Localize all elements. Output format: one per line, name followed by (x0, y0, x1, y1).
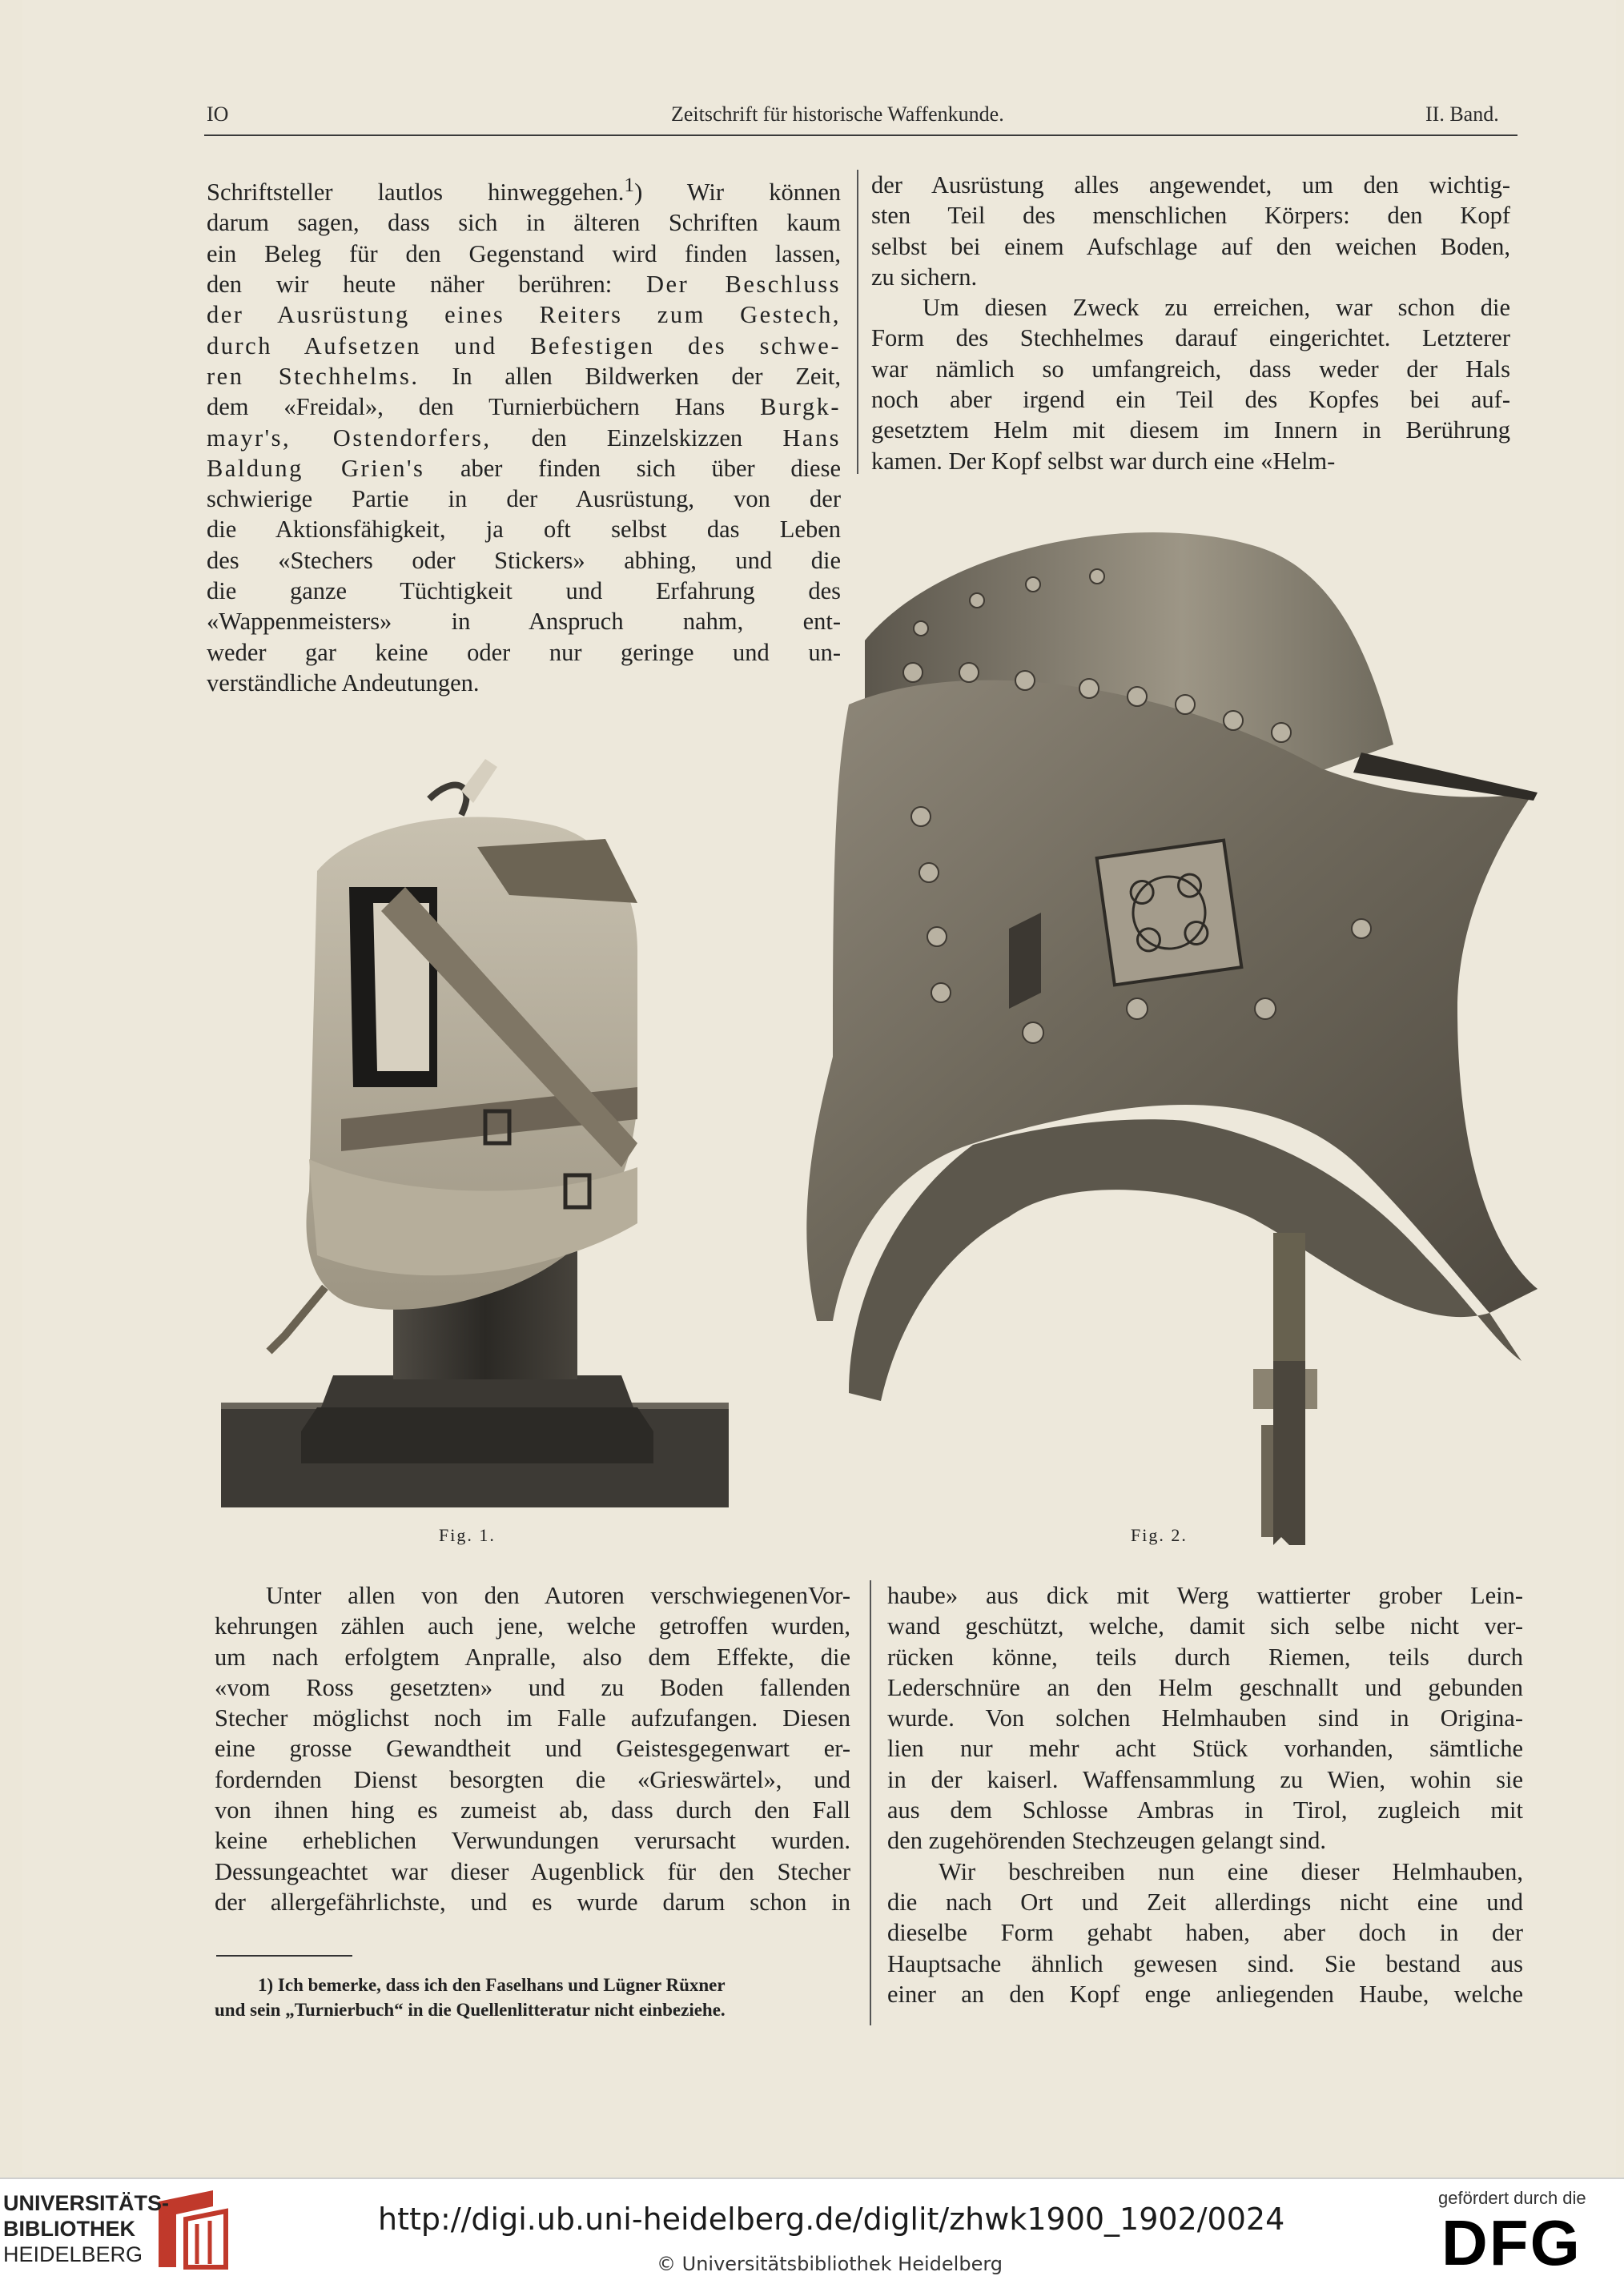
funded-by-label: gefördert durch die (1438, 2188, 1586, 2208)
figure-1-caption: Fig. 1. (439, 1525, 496, 1545)
footnote-rule (216, 1955, 352, 1957)
text-line: Wir beschreiben nun eine dieser Helmhauben, (939, 1857, 1523, 1885)
text-line: ren Stechhelms. In allen Bildwerken der Zeit, (207, 362, 841, 390)
text-line: lien nur mehr acht Stück vorhanden, sämtliche (887, 1735, 1523, 1763)
viewer-footer (0, 2178, 1624, 2296)
footnote-line-1: 1) Ich bemerke, dass ich den Faselhans und Lügner Rüxner (258, 1975, 726, 1995)
text-line: Baldung Grien's aber finden sich über diese (207, 454, 841, 482)
text-line: ein Beleg für den Gegenstand wird finden lassen, (207, 239, 841, 267)
text-line: die ganze Tüchtigkeit und Erfahrung des (207, 577, 841, 605)
text-line: einer an den Kopf enge anliegenden Haube, welche (887, 1980, 1523, 2008)
text-line: der allergefährlichste, und es wurde darum schon in (215, 1888, 850, 1916)
library-line-3: HEIDELBERG (3, 2242, 143, 2266)
text-line: rücken könne, teils durch Riemen, teils durch (887, 1643, 1523, 1671)
figure-1-helmhaube (221, 743, 729, 1507)
text-line: zu sichern. (871, 263, 978, 291)
text-line: in der kaiserl. Waffensammlung zu Wien, wohin sie (887, 1765, 1523, 1793)
text-line: um nach erfolgtem Anpralle, also dem Effekte, die (215, 1643, 850, 1671)
text-line: eine grosse Gewandtheit und Geistesgegenwart er- (215, 1735, 850, 1763)
text-line: Unter allen von den Autoren verschwiegenenVor- (266, 1582, 850, 1609)
dfg-logo: DFG (1441, 2207, 1582, 2278)
figure-2-caption: Fig. 2. (1131, 1525, 1188, 1545)
text-line: Lederschnüre an den Helm geschnallt und gebunden (887, 1673, 1523, 1701)
text-line: darum sagen, dass sich in älteren Schriften kaum (207, 209, 841, 237)
footnote (215, 1973, 855, 2022)
column-divider-top (857, 170, 858, 474)
text-line: kamen. Der Kopf selbst war durch eine «Helm- (871, 447, 1336, 475)
text-line: Form des Stechhelmes darauf eingerichtet. Letzterer (871, 324, 1510, 352)
text-line: den wir heute näher berühren: Der Beschluss (207, 271, 841, 299)
text-line: wand geschützt, welche, damit sich selbe nicht ver- (887, 1612, 1523, 1640)
figure-2-stechhelm (801, 512, 1538, 1545)
text-line: keine erheblichen Verwundungen verursacht wurden. (215, 1827, 850, 1855)
library-line-1: UNIVERSITÄTS- (3, 2191, 170, 2215)
text-line: schwierige Partie in der Ausrüstung, von der (207, 485, 841, 513)
column-divider-bottom (870, 1580, 871, 2025)
text-line: gesetztem Helm mit diesem im Innern in Berührung (871, 416, 1510, 444)
text-line: den zugehörenden Stechzeugen gelangt sind. (887, 1827, 1326, 1855)
text-line: selbst bei einem Aufschlage auf den weichen Boden, (871, 232, 1510, 260)
volume-label: II. Band. (1425, 102, 1499, 126)
text-line: verständliche Andeutungen. (207, 668, 480, 696)
text-line: sten Teil des menschlichen Körpers: den Kopf (871, 202, 1510, 230)
text-line: war nämlich so umfangreich, dass weder der Hals (871, 355, 1510, 383)
text-line: Um diesen Zweck zu erreichen, war schon die (923, 294, 1510, 322)
text-line: kehrungen zählen auch jene, welche getroffen wurden, (215, 1612, 850, 1640)
copyright-notice: © Universitätsbibliothek Heidelberg (657, 2253, 1003, 2275)
library-name (3, 2190, 169, 2267)
text-line: haube» aus dick mit Werg wattierter grober Lein- (887, 1582, 1523, 1609)
text-line: durch Aufsetzen und Befestigen des schwe- (207, 331, 841, 359)
header-rule (204, 134, 1517, 136)
text-line: Schriftsteller lautlos hinweggehen.$^1$) Wir können (207, 174, 841, 207)
text-line: die Aktionsfähigkeit, ja oft selbst das Leben (207, 516, 841, 544)
permalink-url[interactable]: http://digi.ub.uni-heidelberg.de/diglit/zhwk1900_1902/0024 (378, 2202, 1285, 2237)
text-line: Dessungeachtet war dieser Augenblick für den Stecher (215, 1857, 850, 1885)
text-line: mayr's, Ostendorfers, den Einzelskizzen Hans (207, 423, 841, 452)
text-line: von ihnen hing es zumeist ab, dass durch den Fall (215, 1796, 850, 1824)
library-line-2: BIBLIOTHEK (3, 2217, 135, 2241)
text-line: «vom Ross gesetzten» und zu Boden fallenden (215, 1673, 850, 1701)
text-line: weder gar keine oder nur geringe und un- (207, 638, 841, 666)
text-line: fordernden Dienst besorgten die «Grieswärtel», und (215, 1765, 850, 1793)
text-line: Hauptsache ähnlich gewesen sind. Sie bestand aus (887, 1949, 1523, 1977)
helmhaube-photo (221, 743, 729, 1507)
footnote-line-2: und sein „Turnierbuch“ in die Quellenlitteratur nicht einbeziehe. (215, 2000, 726, 2020)
text-line: der Ausrüstung eines Reiters zum Gestech, (207, 301, 841, 329)
top-left-column (207, 170, 841, 698)
text-line: aus dem Schlosse Ambras in Tirol, zugleich mit (887, 1796, 1523, 1824)
stechhelm-photo (801, 512, 1538, 1545)
journal-title: Zeitschrift für historische Waffenkunde. (671, 102, 1004, 126)
page-number: IO (207, 102, 229, 126)
text-line: die nach Ort und Zeit allerdings nicht eine und (887, 1888, 1523, 1916)
text-line: des «Stechers oder Stickers» abhing, und die (207, 546, 841, 574)
bottom-left-column (215, 1580, 850, 1917)
text-line: noch aber irgend ein Teil des Kopfes bei auf- (871, 386, 1510, 414)
text-line: dem «Freidal», den Turnierbüchern Hans Burgk- (207, 393, 841, 421)
top-right-column (871, 170, 1510, 476)
text-line: Stecher möglichst noch im Falle aufzufangen. Diesen (215, 1704, 850, 1732)
bottom-right-column (887, 1580, 1523, 2009)
text-line: dieselbe Form gehabt haben, aber doch in der (887, 1919, 1523, 1947)
text-line: wurde. Von solchen Helmhauben sind in Origina- (887, 1704, 1523, 1732)
text-line: «Wappenmeisters» in Anspruch nahm, ent- (207, 608, 841, 636)
text-line: der Ausrüstung alles angewendet, um den wichtig- (871, 171, 1510, 199)
